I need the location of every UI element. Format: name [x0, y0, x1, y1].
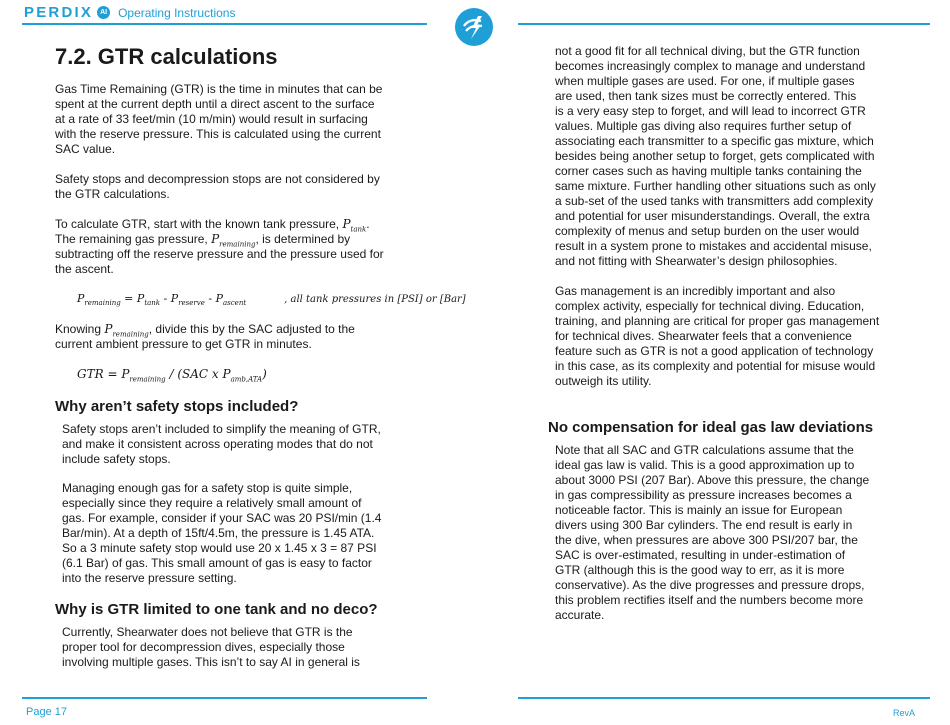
knowing-paragraph [55, 322, 415, 352]
text-line: and potential for user misunderstandings. Overall, the extra [555, 209, 870, 223]
safety-stops-paragraph-1 [62, 422, 417, 467]
p-tank-symbol: $P_{tank}$ [342, 217, 367, 234]
text-line: this problem rectifies itself and the numbers become more [555, 593, 864, 607]
text-line: SAC is over-estimated, resulting in under-estimation of [555, 548, 846, 562]
text-line: ideal gas law is valid. This is a good approximation up to [555, 458, 855, 472]
heading-safety-stops: Why aren’t safety stops included? [55, 398, 299, 415]
text-line: values. Multiple gas diving also requires further setup of [555, 119, 852, 133]
section-title: 7.2. GTR calculations [55, 44, 278, 69]
text-line: Gas Time Remaining (GTR) is the time in minutes that can be [55, 82, 383, 96]
safety-note-paragraph [55, 172, 415, 202]
text-line: Knowing $P_{remaining}$, divide this by the SAC adjusted to the [55, 322, 355, 339]
text-line: Gas management is an incredibly important and also [555, 284, 836, 298]
text-line: proper tool for decompression dives, especially those [62, 640, 345, 654]
revision-label: RevA [893, 708, 916, 718]
text-line: becomes increasingly complex to manage and understand [555, 59, 866, 73]
text-line: conservative). As the dive progresses and pressure drops, [555, 578, 865, 592]
text-line: Managing enough gas for a safety stop is quite simple, [62, 481, 353, 495]
text-line: divers using 300 Bar cylinders. The end result is early in [555, 518, 853, 532]
right-paragraph-1 [555, 44, 900, 269]
header-subtitle: Operating Instructions [118, 5, 236, 20]
text-line: The remaining gas pressure, $P_{remaining}$, is determined by [55, 232, 351, 249]
text-line: So a 3 minute safety stop would use 20 x 1.45 x 3 = 87 PSI [62, 541, 377, 555]
text-line: outweigh its utility. [555, 374, 652, 388]
text-line: involving multiple gases. This isn’t to say AI in general is [62, 655, 360, 669]
text-line: noticeable factor. This is mainly an issue for European [555, 503, 843, 517]
text-line: Currently, Shearwater does not believe that GTR is the [62, 625, 353, 639]
text-line: complex activity, especially for technical diving. Education, [555, 299, 865, 313]
text-line: accurate. [555, 608, 605, 622]
text-line: complexity of menus and setup burden on the user would [555, 224, 860, 238]
text-line: Bar/min). At a depth of 15ft/4.5m, the pressure is 1.45 ATA. [62, 526, 375, 540]
text-line: feature such as GTR is not a good application of technology [555, 344, 874, 358]
text-line: besides being another setup to forget, gets complicated with [555, 149, 875, 163]
text-line: gas. For example, consider if your SAC was 20 PSI/min (1.4 [62, 511, 382, 525]
right-paragraph-2 [555, 284, 900, 389]
text-line: are used, then tank sizes must be correctly entered. This [555, 89, 857, 103]
footer-rule-left [22, 697, 427, 699]
lightning-wave-icon [459, 12, 489, 42]
heading-ideal-gas: No compensation for ideal gas law deviations [548, 419, 874, 436]
text-line: training, and planning are critical for proper gas management [555, 314, 880, 328]
text-line: the GTR calculations. [55, 187, 170, 201]
text-line: Safety stops aren’t included to simplify the meaning of GTR, [62, 422, 381, 436]
brand-header [24, 4, 235, 21]
text-line: spent at the current depth until a direct ascent to the surface [55, 97, 375, 111]
header-rule-right [518, 23, 930, 25]
text-line: the ascent. [55, 262, 114, 276]
text-line: GTR (although this is the good way to err, as it is more [555, 563, 845, 577]
text-line: Safety stops and decompression stops are not considered by [55, 172, 380, 186]
page-number: Page 17 [26, 706, 67, 718]
text-line: and make it consistent across operating modes that do not [62, 437, 373, 451]
text-line: SAC value. [55, 142, 116, 156]
text-line: especially since they require a relatively small amount of [62, 496, 362, 510]
formula-note: , all tank pressures in [PSI] or [Bar] [284, 294, 466, 305]
p-remaining-symbol: $P_{remaining}$ [104, 322, 149, 339]
text-line: a sub-set of the used tanks with transmitters add complexity [555, 194, 874, 208]
calc-paragraph [55, 217, 415, 277]
text-line: same mixture. Further handling other situations such as only [555, 179, 876, 193]
text-line: To calculate GTR, start with the known tank pressure, $P_{tank}$. [55, 217, 370, 234]
brand-name: PERDIX [24, 4, 94, 21]
text-line: is a very easy step to forget, and will lead to incorrect GTR [555, 104, 866, 118]
text-line: subtracting off the reserve pressure and the pressure used for [55, 247, 384, 261]
text-line: not a good fit for all technical diving, but the GTR function [555, 44, 860, 58]
text-line: associating each transmitter to a specific gas mixture, which [555, 134, 874, 148]
text-line: corner cases such as having multiple tanks containing the [555, 164, 862, 178]
safety-stops-paragraph-2 [62, 481, 417, 586]
calc-text: To calculate GTR, start with the known tank pressure, [55, 217, 343, 231]
gtr-formula: GTR = $P_{remaining} / (SAC$ x $P_{amb,ATA}$) [77, 367, 267, 384]
text-line: in this case, as its complexity and potential for misuse would [555, 359, 876, 373]
text-line: about 3000 PSI (207 Bar). Above this pressure, the change [555, 473, 870, 487]
ideal-gas-paragraph [555, 443, 900, 623]
shearwater-logo [455, 8, 493, 46]
text-line: include safety stops. [62, 452, 171, 466]
text-line: when multiple gases are used. For one, if multiple gases [555, 74, 855, 88]
text-line: (6.1 Bar) of gas. This small amount of gas is easy to factor [62, 556, 372, 570]
p-remaining-symbol: $P_{remaining}$ [211, 232, 256, 249]
intro-paragraph [55, 82, 415, 157]
text-line: for technical dives. Shearwater feels that a convenience [555, 329, 852, 343]
text-line: Note that all SAC and GTR calculations assume that the [555, 443, 854, 457]
remaining-pressure-formula: $P_{remaining} = P_{tank} - P_{reserve} - P_{ascent}$ , all tank pressures in [PSI] or [Bar] [77, 292, 466, 308]
text-line: into the reserve pressure setting. [62, 571, 237, 585]
text-line: with the reserve pressure. This is calculated using the current [55, 127, 381, 141]
text-line: at a rate of 33 feet/min (10 m/min) would result in surfacing [55, 112, 368, 126]
header-rule-left [22, 23, 427, 25]
text-line: in gas compressibility as pressure increases becomes a [555, 488, 852, 502]
text-line: the dive, when pressures are above 300 PSI/207 bar, the [555, 533, 858, 547]
text-line: result in a system prone to mistakes and accidental misuse, [555, 239, 872, 253]
text-line: and not fitting with Shearwater’s design philosophies. [555, 254, 838, 268]
brand-ai-badge: AI [97, 6, 110, 19]
footer-rule-right [518, 697, 930, 699]
one-tank-paragraph [62, 625, 417, 670]
heading-one-tank: Why is GTR limited to one tank and no deco? [55, 601, 378, 618]
text-line: current ambient pressure to get GTR in minutes. [55, 337, 312, 351]
